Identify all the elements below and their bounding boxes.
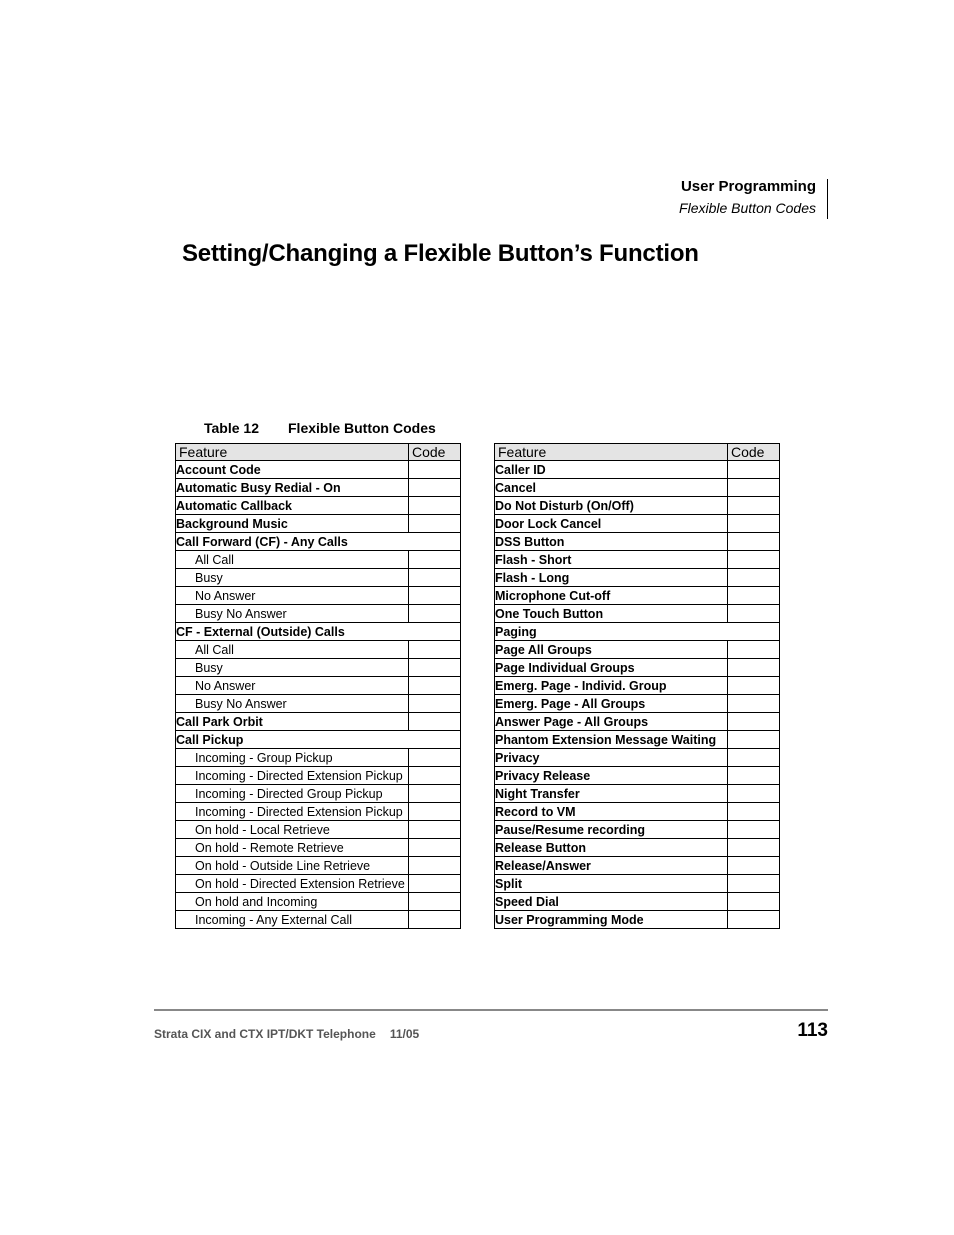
- feature-cell: Call Park Orbit: [176, 713, 409, 731]
- feature-cell: Microphone Cut-off: [495, 587, 728, 605]
- code-cell[interactable]: [728, 785, 780, 803]
- feature-cell: Busy No Answer: [176, 695, 409, 713]
- feature-cell: Account Code: [176, 461, 409, 479]
- code-cell[interactable]: [409, 839, 461, 857]
- feature-cell: Call Forward (CF) - Any Calls: [176, 533, 461, 551]
- table-row: [176, 857, 461, 875]
- table-row: [176, 533, 461, 551]
- feature-cell: DSS Button: [495, 533, 728, 551]
- feature-cell: Answer Page - All Groups: [495, 713, 728, 731]
- table-row: [495, 749, 780, 767]
- table-row: [495, 803, 780, 821]
- feature-cell: Record to VM: [495, 803, 728, 821]
- code-cell[interactable]: [409, 587, 461, 605]
- feature-cell: Release Button: [495, 839, 728, 857]
- feature-cell: Incoming - Group Pickup: [176, 749, 409, 767]
- feature-cell: Speed Dial: [495, 893, 728, 911]
- code-cell[interactable]: [728, 875, 780, 893]
- feature-cell: Busy No Answer: [176, 605, 409, 623]
- code-cell[interactable]: [409, 749, 461, 767]
- table-header-row: [176, 444, 461, 461]
- feature-cell: Phantom Extension Message Waiting: [495, 731, 728, 749]
- table-row: [176, 551, 461, 569]
- table-row: [176, 461, 461, 479]
- feature-cell: On hold - Remote Retrieve: [176, 839, 409, 857]
- feature-cell: Incoming - Directed Group Pickup: [176, 785, 409, 803]
- feature-cell: Caller ID: [495, 461, 728, 479]
- feature-cell: Background Music: [176, 515, 409, 533]
- code-cell[interactable]: [409, 857, 461, 875]
- feature-cell: One Touch Button: [495, 605, 728, 623]
- table-row: [495, 569, 780, 587]
- table-row: [176, 713, 461, 731]
- table-row: [176, 875, 461, 893]
- footer: [154, 1027, 419, 1041]
- flexible-button-codes-table-left: [175, 443, 461, 929]
- code-cell[interactable]: [728, 551, 780, 569]
- code-cell[interactable]: [409, 695, 461, 713]
- product-name: Strata CIX and CTX IPT/DKT Telephone: [154, 1027, 376, 1041]
- feature-cell: No Answer: [176, 587, 409, 605]
- table-row: [495, 461, 780, 479]
- table-row: [495, 821, 780, 839]
- code-cell[interactable]: [728, 803, 780, 821]
- table-row: [495, 731, 780, 749]
- footer-divider: [154, 1009, 828, 1011]
- table-row: [176, 659, 461, 677]
- table-row: [495, 695, 780, 713]
- code-cell[interactable]: [409, 821, 461, 839]
- code-cell[interactable]: [409, 911, 461, 929]
- table-row: [495, 893, 780, 911]
- code-cell[interactable]: [409, 605, 461, 623]
- table-row: [495, 839, 780, 857]
- code-cell[interactable]: [409, 515, 461, 533]
- feature-cell: Door Lock Cancel: [495, 515, 728, 533]
- table-row: [176, 803, 461, 821]
- feature-cell: Incoming - Any External Call: [176, 911, 409, 929]
- code-cell[interactable]: [409, 713, 461, 731]
- code-cell[interactable]: [728, 911, 780, 929]
- section-title: Flexible Button Codes: [679, 200, 816, 216]
- feature-cell: Call Pickup: [176, 731, 461, 749]
- feature-cell: Cancel: [495, 479, 728, 497]
- code-cell[interactable]: [409, 569, 461, 587]
- code-cell[interactable]: [409, 659, 461, 677]
- feature-cell: Do Not Disturb (On/Off): [495, 497, 728, 515]
- feature-cell: On hold - Local Retrieve: [176, 821, 409, 839]
- feature-cell: All Call: [176, 551, 409, 569]
- code-cell[interactable]: [409, 479, 461, 497]
- feature-column-header: Feature: [176, 444, 409, 461]
- table-row: [176, 911, 461, 929]
- code-cell[interactable]: [728, 569, 780, 587]
- code-cell[interactable]: [409, 551, 461, 569]
- flexible-button-codes-table-right: [494, 443, 780, 929]
- table-row: [495, 911, 780, 929]
- feature-column-header: Feature: [495, 444, 728, 461]
- feature-cell: Privacy: [495, 749, 728, 767]
- table-header-row: [495, 444, 780, 461]
- code-cell[interactable]: [728, 749, 780, 767]
- code-cell[interactable]: [409, 767, 461, 785]
- table-row: [176, 641, 461, 659]
- code-cell[interactable]: [728, 731, 780, 749]
- code-cell[interactable]: [728, 497, 780, 515]
- table-row: [495, 767, 780, 785]
- code-cell[interactable]: [409, 497, 461, 515]
- code-cell[interactable]: [728, 677, 780, 695]
- table-row: [495, 497, 780, 515]
- table-row: [495, 785, 780, 803]
- feature-cell: All Call: [176, 641, 409, 659]
- table-row: [176, 479, 461, 497]
- table-row: [176, 497, 461, 515]
- feature-cell: Page Individual Groups: [495, 659, 728, 677]
- feature-cell: On hold and Incoming: [176, 893, 409, 911]
- feature-cell: Emerg. Page - Individ. Group: [495, 677, 728, 695]
- feature-cell: User Programming Mode: [495, 911, 728, 929]
- code-cell[interactable]: [728, 605, 780, 623]
- feature-cell: No Answer: [176, 677, 409, 695]
- table-number: Table 12: [204, 420, 259, 436]
- feature-cell: Busy: [176, 659, 409, 677]
- code-cell[interactable]: [728, 641, 780, 659]
- feature-cell: Busy: [176, 569, 409, 587]
- table-row: [495, 605, 780, 623]
- feature-cell: Release/Answer: [495, 857, 728, 875]
- table-row: [176, 515, 461, 533]
- code-cell[interactable]: [409, 803, 461, 821]
- chapter-title: User Programming: [680, 178, 816, 195]
- table-caption-text: Flexible Button Codes: [288, 420, 436, 436]
- code-cell[interactable]: [409, 641, 461, 659]
- page-number: 113: [797, 1020, 828, 1041]
- code-cell[interactable]: [409, 677, 461, 695]
- code-cell[interactable]: [409, 461, 461, 479]
- code-cell[interactable]: [409, 785, 461, 803]
- header-divider: [827, 179, 828, 219]
- code-cell[interactable]: [728, 839, 780, 857]
- table-row: [176, 677, 461, 695]
- table-row: [495, 551, 780, 569]
- feature-cell: On hold - Outside Line Retrieve: [176, 857, 409, 875]
- feature-cell: Automatic Callback: [176, 497, 409, 515]
- feature-cell: Pause/Resume recording: [495, 821, 728, 839]
- code-cell[interactable]: [409, 893, 461, 911]
- table-row: [176, 749, 461, 767]
- table-row: [495, 875, 780, 893]
- code-cell[interactable]: [728, 713, 780, 731]
- feature-cell: Split: [495, 875, 728, 893]
- table-row: [495, 515, 780, 533]
- code-cell[interactable]: [728, 821, 780, 839]
- table-row: [495, 713, 780, 731]
- feature-cell: Incoming - Directed Extension Pickup: [176, 803, 409, 821]
- table-row: [495, 659, 780, 677]
- table-row: [176, 767, 461, 785]
- table-row: [176, 587, 461, 605]
- table-row: [495, 587, 780, 605]
- feature-cell: Paging: [495, 623, 780, 641]
- code-cell[interactable]: [728, 659, 780, 677]
- code-cell[interactable]: [728, 461, 780, 479]
- code-column-header: Code: [728, 444, 780, 461]
- code-cell[interactable]: [728, 515, 780, 533]
- table-row: [176, 839, 461, 857]
- feature-cell: Incoming - Directed Extension Pickup: [176, 767, 409, 785]
- code-cell[interactable]: [728, 695, 780, 713]
- feature-cell: Night Transfer: [495, 785, 728, 803]
- table-row: [495, 623, 780, 641]
- table-row: [176, 785, 461, 803]
- table-row: [176, 893, 461, 911]
- feature-cell: Flash - Short: [495, 551, 728, 569]
- code-cell[interactable]: [728, 533, 780, 551]
- table-row: [495, 857, 780, 875]
- running-header: [679, 177, 816, 219]
- code-cell[interactable]: [728, 767, 780, 785]
- feature-cell: On hold - Directed Extension Retrieve: [176, 875, 409, 893]
- code-cell[interactable]: [728, 587, 780, 605]
- table-row: [495, 677, 780, 695]
- code-cell[interactable]: [728, 479, 780, 497]
- table-row: [176, 605, 461, 623]
- feature-cell: Automatic Busy Redial - On: [176, 479, 409, 497]
- table-row: [495, 479, 780, 497]
- publication-date: 11/05: [389, 1027, 420, 1041]
- code-cell[interactable]: [409, 875, 461, 893]
- code-column-header: Code: [409, 444, 461, 461]
- feature-cell: Emerg. Page - All Groups: [495, 695, 728, 713]
- table-row: [495, 533, 780, 551]
- table-caption: [204, 420, 436, 436]
- feature-cell: CF - External (Outside) Calls: [176, 623, 461, 641]
- table-row: [176, 569, 461, 587]
- table-row: [495, 641, 780, 659]
- code-cell[interactable]: [728, 893, 780, 911]
- table-row: [176, 821, 461, 839]
- feature-cell: Flash - Long: [495, 569, 728, 587]
- table-row: [176, 623, 461, 641]
- feature-cell: Page All Groups: [495, 641, 728, 659]
- feature-cell: Privacy Release: [495, 767, 728, 785]
- page-title: Setting/Changing a Flexible Button’s Function: [182, 240, 699, 267]
- code-cell[interactable]: [728, 857, 780, 875]
- table-row: [176, 731, 461, 749]
- table-row: [176, 695, 461, 713]
